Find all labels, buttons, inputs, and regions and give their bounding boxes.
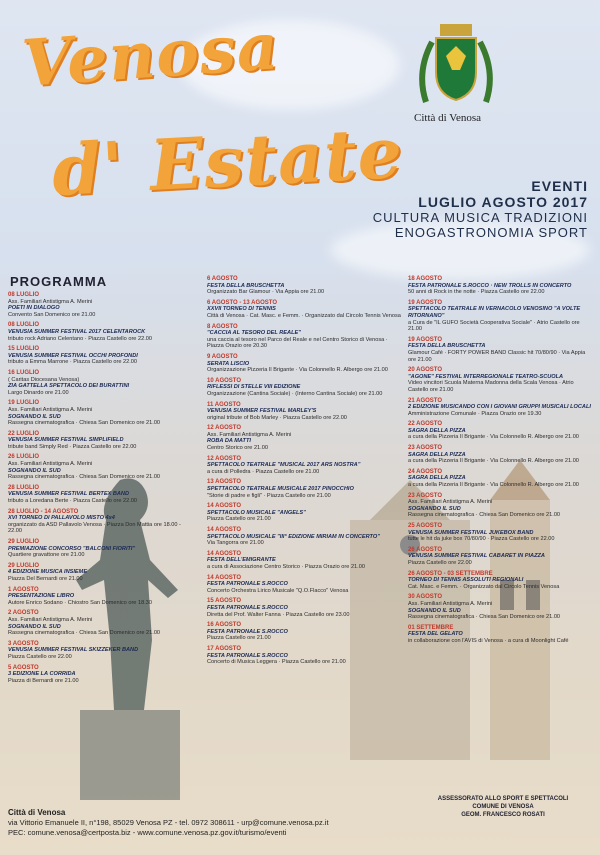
entry-title: SAGRA DELLA PIZZA	[408, 475, 466, 482]
entry-title: SAGRA DELLA PIZZA	[408, 427, 466, 434]
comune-line: COMUNE DI VENOSA	[472, 804, 534, 810]
program-entry	[207, 354, 402, 374]
entry-date: 14 AGOSTO	[207, 503, 242, 510]
program-entry	[408, 421, 594, 441]
program-entry	[207, 527, 402, 547]
entry-date: 26 AGOSTO - 03 SETTEMBRE	[408, 570, 493, 577]
entry-date: 1 AGOSTO	[8, 586, 39, 593]
footer-contacts	[8, 808, 329, 838]
entry-date: 23 AGOSTO	[408, 492, 443, 499]
entry-title: XXVII TORNEO DI TENNIS	[207, 306, 276, 313]
entry-details: a cura della Pizzeria Il Brigante · Via Colonnello R. Albergo ore 21.00	[408, 458, 579, 465]
entry-title: RIFLESSI DI STELLE VIII EDIZIONE	[207, 384, 301, 391]
footer-city: Città di Venosa	[8, 808, 66, 817]
entry-date: 12 AGOSTO	[207, 455, 242, 462]
entry-title: VENUSIA SUMMER FESTIVAL SIMPLIFIELD	[8, 437, 124, 444]
entry-details: original tribute of Bob Marley · Piazza Castello ore 22.00	[207, 414, 347, 421]
entry-title: SAGRA DELLA PIZZA	[408, 451, 466, 458]
assessorato-line: ASSESSORATO ALLO SPORT E SPETTACOLI	[437, 796, 569, 802]
program-entry	[8, 400, 193, 426]
program-entry	[207, 456, 402, 476]
program-entry	[207, 479, 402, 499]
program-entry	[8, 346, 193, 366]
entry-title: SOGNANDO IL SUD	[408, 505, 461, 512]
program-entry	[8, 431, 193, 451]
entry-date: 29 LUGLIO	[8, 562, 40, 569]
program-column-1	[8, 292, 193, 688]
entry-title: FESTA PATRONALE S.ROCCO	[207, 604, 288, 611]
entry-details: una caccia al tesoro nel Parco del Reale e nel Centro Storico di Venosa · Piazza Orazio ore 20.30	[207, 336, 388, 350]
events-category-2: ENOGASTRONOMIA SPORT	[394, 225, 588, 240]
program-entry	[408, 571, 594, 591]
entry-title: ROBA DA MATTI	[207, 438, 251, 445]
entry-title: SPETTACOLO TEATRALE IN VERNACOLO VENOSINO "A VOLTE RITORNANO"	[408, 306, 581, 319]
program-entry	[8, 454, 193, 480]
entry-title: VENUSIA SUMMER FESTIVAL MARLEY'S	[207, 408, 317, 415]
entry-date: 16 LUGLIO	[8, 369, 40, 376]
entry-details: tributo a Loredana Berte · Piazza Castello ore 22.00	[8, 498, 138, 505]
program-entry	[408, 445, 594, 465]
entry-date: 8 AGOSTO	[207, 323, 238, 330]
program-entry	[8, 665, 193, 685]
entry-details: Rassegna cinematografica · Chiesa San Domenico ore 21.00	[8, 474, 161, 481]
entry-details: Rassegna cinematografica · Chiesa San Domenico ore 21.00	[408, 512, 561, 519]
entry-date: 19 AGOSTO	[408, 299, 443, 306]
program-entry	[408, 547, 594, 567]
footer-pec: PEC: comune.venosa@certposta.biz - www.comune.venosa.pz.gov.it/turismo/eventi	[8, 828, 287, 837]
entry-details: Piazza di Bernardi ore 21.00	[8, 677, 79, 684]
entry-date: 2 AGOSTO	[8, 610, 39, 617]
entry-details: a cura della Pizzeria Il Brigante · Via Colonnello R. Albergo ore 21.00	[408, 482, 579, 489]
program-entry	[408, 594, 594, 620]
entry-title: FESTA PATRONALE S.ROCCO	[207, 628, 288, 635]
entry-details: Piazza Castello ore 21.00	[207, 635, 271, 642]
program-entry	[408, 300, 594, 333]
entry-organizer: Ass. Familiari Antistigma A. Merini	[8, 406, 93, 413]
entry-details: Amministrazione Comunale · Piazza Orazio ore 19.30	[408, 410, 542, 417]
entry-date: 15 LUGLIO	[8, 346, 40, 353]
entry-date: 9 AGOSTO	[207, 353, 238, 360]
program-entry	[408, 337, 594, 363]
entry-title: FESTA DEL GELATO	[408, 631, 463, 638]
program-entry	[408, 398, 594, 418]
entry-date: 22 AGOSTO	[408, 421, 443, 428]
entry-title: FESTA PATRONALE S.ROCCO	[207, 652, 288, 659]
program-entry	[8, 610, 193, 636]
entry-details: Concerto di Musica Leggera · Piazza Castello ore 21.00	[207, 659, 346, 666]
city-label: Città di Venosa	[414, 112, 482, 124]
entry-title: SOGNANDO IL SUD	[8, 623, 61, 630]
entry-date: 08 LUGLIO	[8, 292, 40, 298]
entry-date: 08 LUGLIO	[8, 322, 40, 329]
entry-details: tributo rock Adriano Celentano · Piazza Castello ore 22.00	[8, 335, 152, 342]
entry-title: FESTA PATRONALE S.ROCCO · NEW TROLLS IN CONCERTO	[408, 282, 572, 289]
entry-details: Organizzazione Pizzeria Il Brigante · Via Colonnello R. Albergo ore 21.00	[207, 367, 388, 374]
program-entry	[207, 646, 402, 666]
program-entry	[8, 539, 193, 559]
entry-date: 30 AGOSTO	[408, 594, 443, 601]
entry-date: 3 AGOSTO	[8, 640, 39, 647]
program-entry	[207, 425, 402, 451]
program-entry	[207, 503, 402, 523]
entry-details: Organizzato Bar Glamour · Via Appia ore 21.00	[207, 289, 325, 296]
programma-heading: PROGRAMMA	[10, 274, 108, 289]
entry-date: 14 AGOSTO	[207, 574, 242, 581]
entry-title: VENUSIA SUMMER FESTIVAL SKIZZEKER BAND	[8, 647, 139, 654]
entry-details: Rassegna cinematografica · Chiesa San Domenico ore 21.00	[8, 420, 161, 427]
entry-title: VENUSIA SUMMER FESTIVAL 2017 CELENTAROCK	[8, 328, 146, 335]
entry-details: Autore Enrico Sodano · Chiostro San Domenico ore 18.30	[8, 599, 152, 606]
entry-details: "Storie di padre e figli" · Piazza Castello ore 21.00	[207, 492, 331, 499]
entry-date: 29 LUGLIO	[8, 539, 40, 545]
entry-date: 01 SETTEMBRE	[408, 624, 454, 631]
program-entry	[8, 485, 193, 505]
entry-date: 20 AGOSTO	[408, 367, 443, 374]
entry-date: 25 AGOSTO	[408, 523, 443, 529]
entry-details: tutte le hit da juke box 70/80/90 · Piazza Castello ore 22.00	[408, 536, 555, 543]
entry-date: 11 AGOSTO	[207, 401, 241, 408]
entry-details: Rassegna cinematografica · Chiesa San Domenico ore 21.00	[408, 614, 561, 621]
entry-organizer: Ass. Familiari Antistigma A. Merini	[408, 499, 493, 506]
entry-title: SPETTACOLO TEATRALE "MUSICAL 2017 ARS NOSTRA"	[207, 462, 361, 469]
entry-title: SOGNANDO IL SUD	[8, 413, 61, 420]
program-entry	[408, 367, 594, 393]
program-entry	[207, 276, 402, 296]
program-entry	[8, 563, 193, 583]
entry-date: 15 AGOSTO	[207, 598, 242, 605]
entry-title: FESTA PATRONALE S.ROCCO	[207, 581, 288, 588]
entry-date: 17 AGOSTO	[207, 645, 242, 652]
program-entry	[8, 370, 193, 396]
program-entry	[8, 587, 193, 607]
entry-title: 3 EDIZIONE LA CORRIDA	[8, 671, 76, 678]
entry-details: Centro Storico ore 21.00	[207, 445, 268, 452]
entry-title: SPETTACOLO MUSICALE "ANGELS"	[207, 509, 306, 516]
program-entry	[408, 493, 594, 519]
entry-details: Quartiere gravattone ore 21.00	[8, 552, 85, 559]
program-entry	[207, 575, 402, 595]
entry-details: Piazza Castello ore 22.00	[8, 653, 72, 660]
entry-title: FESTA DELLA BRUSCHETTA	[207, 282, 285, 289]
entry-date: 6 AGOSTO	[207, 276, 238, 282]
program-entry	[8, 322, 193, 342]
entry-title: FESTA DELLA BRUSCHETTA	[408, 343, 486, 350]
program-entry	[207, 300, 402, 320]
entry-date: 21 AGOSTO	[408, 397, 443, 404]
entry-title: VENUSIA SUMMER FESTIVAL OCCHI PROFONDI	[8, 352, 138, 359]
entry-date: 6 AGOSTO - 13 AGOSTO	[207, 299, 278, 306]
entry-date: 16 AGOSTO	[207, 622, 242, 629]
entry-date: 5 AGOSTO	[8, 664, 39, 671]
title-venosa: Venosa	[19, 9, 282, 102]
entry-date: 14 AGOSTO	[207, 527, 242, 533]
entry-title: XVI TORNEO DI PALLAVOLO MISTO 4x4	[8, 515, 115, 522]
entry-title: POETI IN DIALOGO	[8, 305, 60, 312]
entry-title: SPETTACOLO MUSICALE "III° EDIZIONE MIRIAM IN CONCERTO"	[207, 533, 380, 540]
entry-details: a cura della Pizzeria Il Brigante · Via Colonnello R. Albergo ore 21.00	[408, 434, 579, 441]
entry-details: a Cura de "IL GUFO Società Cooperativa Sociale" · Atrio Castello ore 21.00	[408, 319, 580, 333]
entry-date: 12 AGOSTO	[207, 425, 242, 432]
entry-date: 28 LUGLIO - 14 AGOSTO	[8, 508, 79, 515]
entry-title: SERATA LISCIO	[207, 360, 250, 367]
entry-details: Organizzazione (Cantina Sociale) · (Interno Cantina Sociale) ore 21.00	[207, 390, 383, 397]
program-entry	[207, 324, 402, 350]
entry-details: Rassegna cinematografica · Chiesa San Domenico ore 21.00	[8, 630, 161, 637]
entry-organizer: Ass. Familiari Antistigma A. Merini	[8, 298, 93, 305]
events-period: LUGLIO AGOSTO 2017	[418, 194, 588, 210]
entry-details: Convento San Domenico ore 21.00	[8, 311, 96, 318]
coat-of-arms-icon	[418, 20, 494, 106]
entry-details: in collaborazione con l'AVIS di Venosa · a cura di Moonlight Café	[408, 637, 569, 644]
entry-details: Piazza Del Bernardi ore 21.00	[8, 575, 83, 582]
program-entry	[207, 378, 402, 398]
entry-title: SOGNANDO IL SUD	[408, 607, 461, 614]
program-entry	[408, 523, 594, 543]
entry-date: 24 AGOSTO	[408, 468, 443, 475]
entry-title: SPETTACOLO TEATRALE MUSICALE 2017 PINOCCHIO	[207, 486, 354, 493]
entry-date: 28 LUGLIO	[8, 484, 40, 491]
entry-title: PRESENTAZIONE LIBRO	[8, 593, 75, 600]
entry-organizer: ( Caritas Diocesana Venosa)	[8, 376, 80, 383]
entry-details: tributo a Emma Marrone · Piazza Castello ore 22.00	[8, 359, 138, 366]
entry-date: 26 LUGLIO	[8, 454, 40, 461]
program-entry	[207, 622, 402, 642]
entry-details: a cura di Associazione Centro Storico · Piazza Orazio ore 21.00	[207, 563, 365, 570]
entry-date: 13 AGOSTO	[207, 479, 242, 486]
program-column-3	[408, 276, 594, 649]
entry-details: Concerto Orchestra Lirico Musicale "Q.O.Flacco" Venosa	[207, 587, 349, 594]
program-column-2	[207, 276, 402, 670]
entry-details: tribute band Simply Red · Piazza Castello ore 22.00	[8, 443, 137, 450]
entry-organizer: Ass. Familiari Antistigma A. Merini	[207, 431, 292, 438]
entry-details: Città di Venosa · Cat. Masc. e Femm. · Organizzato dal Circolo Tennis Venosa	[207, 312, 401, 319]
assessorato-credit	[428, 795, 578, 819]
program-entry	[408, 276, 594, 296]
entry-organizer: Ass. Familiari Antistigma A. Merini	[8, 616, 93, 623]
program-entry	[408, 469, 594, 489]
entry-title: PREMIAZIONE CONCORSO "BALCONI FIORITI"	[8, 545, 136, 552]
program-entry	[207, 551, 402, 571]
entry-title: "AGONE" FESTIVAL INTERREGIONALE TEATRO-SCUOLA	[408, 373, 564, 380]
entry-title: VENUSIA SUMMER FESTIVAL CABARET IN PIAZZA	[408, 553, 545, 560]
entry-title: 2 EDIZIONE MUSICANDO CON I GIOVANI GRUPPI MUSICALI LOCALI	[408, 404, 591, 411]
program-entry	[8, 641, 193, 661]
entry-details: Glamour Café · FORTY POWER BAND Classic hit 70/80/90 · Via Appia ore 21.00	[408, 349, 586, 363]
entry-date: 19 AGOSTO	[408, 336, 443, 343]
entry-title: VENUSIA SUMMER FESTIVAL BERTEX BAND	[8, 491, 130, 498]
entry-details: Largo Dinardo ore 21.00	[8, 389, 69, 396]
program-entry	[8, 509, 193, 535]
events-category-1: CULTURA MUSICA TRADIZIONI	[372, 210, 588, 225]
program-entry	[8, 292, 193, 318]
entry-details: Video vincitori Scuola Materna Madonna della Scala Venosa · Atrio Castello ore 21.00	[408, 380, 574, 393]
events-label: EVENTI	[531, 178, 588, 194]
entry-title: 4 EDIZIONE MUSICA INSIEME	[8, 569, 88, 576]
entry-title: ZIA GATTELLA SPETTACOLO DEI BURATTINI	[8, 383, 130, 390]
entry-date: 26 AGOSTO	[408, 546, 443, 553]
program-entry	[207, 598, 402, 618]
entry-date: 23 AGOSTO	[408, 445, 443, 452]
entry-date: 10 AGOSTO	[207, 377, 242, 384]
title-destate: d' Estate	[50, 110, 406, 213]
entry-organizer: Ass. Familiari Antistigma A. Merini	[408, 600, 493, 607]
entry-details: organizzato da ASD Pallavolo Venosa · Piazza Don Mattia ore 18.00 - 22.00	[8, 521, 181, 535]
program-entry	[207, 402, 402, 422]
assessore-name: GEOM. FRANCESCO ROSATI	[461, 812, 545, 818]
entry-title: TORNEO DI TENNIS ASSOLUTI REGIONALI	[408, 577, 524, 584]
entry-title: VENUSIA SUMMER FESTIVAL JUKEBOX BAND	[408, 529, 534, 536]
program-entry	[408, 625, 594, 645]
footer-address: via Vittorio Emanuele II, n°198, 85029 Venosa PZ - tel. 0972 308611 - urp@comune.venosa.pz.it	[8, 818, 329, 827]
entry-organizer: Ass. Familiari Antistigma A. Merini	[8, 461, 93, 468]
entry-title: FESTA DELL'EMIGRANTE	[207, 557, 276, 564]
entry-date: 19 LUGLIO	[8, 400, 40, 407]
events-header	[373, 178, 588, 240]
entry-details: a cura di Polledra · Piazza Castello ore 21.00	[207, 468, 320, 475]
entry-details: Via Tangorra ore 21.00	[207, 540, 264, 547]
entry-date: 14 AGOSTO	[207, 550, 242, 557]
entry-details: Diretta del Prof. Walter Fanna · Piazza Castello ore 23.00	[207, 611, 350, 618]
entry-details: Piazza Castello ore 21.00	[207, 516, 271, 523]
entry-title: "CACCIA AL TESORO DEL REALE"	[207, 330, 301, 337]
entry-date: 18 AGOSTO	[408, 276, 443, 282]
entry-details: Cat. Masc. e Femm. · Organizzato dal Circolo Tennis Venosa	[408, 583, 560, 590]
entry-date: 22 LUGLIO	[8, 430, 40, 437]
entry-details: 50 anni di Rock in the notte · Piazza Castello ore 22.00	[408, 289, 545, 296]
entry-title: SOGNANDO IL SUD	[8, 467, 61, 474]
entry-details: Piazza Castello ore 22.00	[408, 559, 472, 566]
